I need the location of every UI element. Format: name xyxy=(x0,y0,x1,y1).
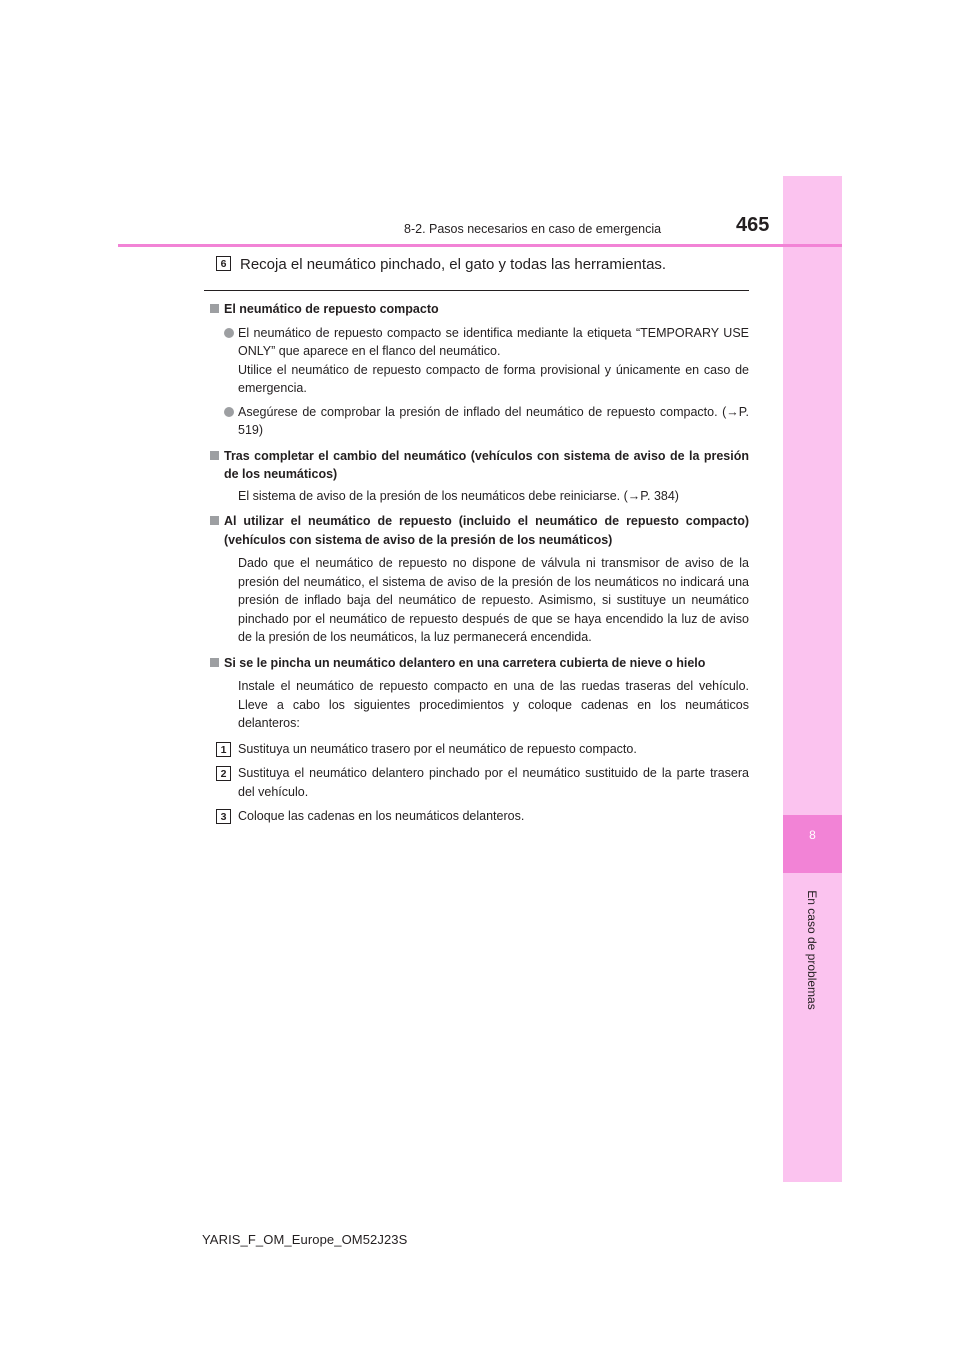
round-bullet-icon xyxy=(224,407,234,417)
square-bullet-icon xyxy=(210,516,219,525)
procedure-step: 3 Coloque las cadenas en los neumáticos delanteros. xyxy=(204,807,749,826)
round-bullet-icon xyxy=(224,328,234,338)
procedure-step: 2 Sustituya el neumático delantero pinchado por el neumático sustituido de la parte trasera del vehículo. xyxy=(204,764,749,801)
section-text: Dado que el neumático de repuesto no dispone de válvula ni transmisor de aviso de la presión del neumático, el sistema de aviso de la presión de los neumáticos no indicará una presión de inflado baja del neumático de repuesto. Asimismo, si sustituye un neumático pinchado por el neumático de repuesto después de que se haya encendido la luz de aviso de la presión de los neumáticos, la luz permanecerá encendida. xyxy=(238,556,749,644)
chapter-title: En caso de problemas xyxy=(805,890,819,1010)
step-number-box: 3 xyxy=(216,809,231,824)
chapter-number: 8 xyxy=(809,828,816,842)
chapter-side-tab xyxy=(783,176,842,1182)
bullet-item: Asegúrese de comprobar la presión de inflado del neumático de repuesto compacto. (→P. 519) xyxy=(204,403,749,440)
section-heading: Al utilizar el neumático de repuesto (incluido el neumático de repuesto compacto) (vehículos con sistema de aviso de la presión de los neumáticos) xyxy=(204,512,749,549)
section-heading: Tras completar el cambio del neumático (vehículos con sistema de aviso de la presión de los neumáticos) xyxy=(204,447,749,484)
header-rule xyxy=(118,244,842,247)
step-text: Recoja el neumático pinchado, el gato y todas las herramientas. xyxy=(240,256,667,273)
section-text: Instale el neumático de repuesto compacto en una de las ruedas traseras del vehículo. Lleve a cabo los siguientes procedimientos y coloque cadenas en los neumáticos delanteros: xyxy=(238,679,749,730)
step-number-box: 1 xyxy=(216,742,231,757)
divider xyxy=(204,290,749,291)
procedure-step: 1 Sustituya un neumático trasero por el neumático de repuesto compacto. xyxy=(204,740,749,759)
square-bullet-icon xyxy=(210,304,219,313)
chapter-number-tab xyxy=(783,815,842,873)
step-number-box: 6 xyxy=(216,256,231,271)
section-title: 8-2. Pasos necesarios en caso de emergencia xyxy=(404,222,662,236)
page-number: 465 xyxy=(736,214,770,236)
document-code: YARIS_F_OM_Europe_OM52J23S xyxy=(202,1232,408,1247)
square-bullet-icon xyxy=(210,658,219,667)
section-heading: El neumático de repuesto compacto xyxy=(204,300,749,319)
section-heading: Si se le pincha un neumático delantero en una carretera cubierta de nieve o hielo xyxy=(204,654,749,673)
page-content xyxy=(204,252,749,826)
square-bullet-icon xyxy=(210,451,219,460)
step-number-box: 2 xyxy=(216,766,231,781)
bullet-item: El neumático de repuesto compacto se identifica mediante la etiqueta “TEMPORARY USE ONLY” que aparece en el flanco del neumático. Utilice el neumático de repuesto compacto de forma provisional y únicamente en caso de emergencia. xyxy=(204,324,749,398)
step-6 xyxy=(204,254,749,276)
section-text: El sistema de aviso de la presión de los neumáticos debe reiniciarse. (→P. 384) xyxy=(238,488,679,503)
